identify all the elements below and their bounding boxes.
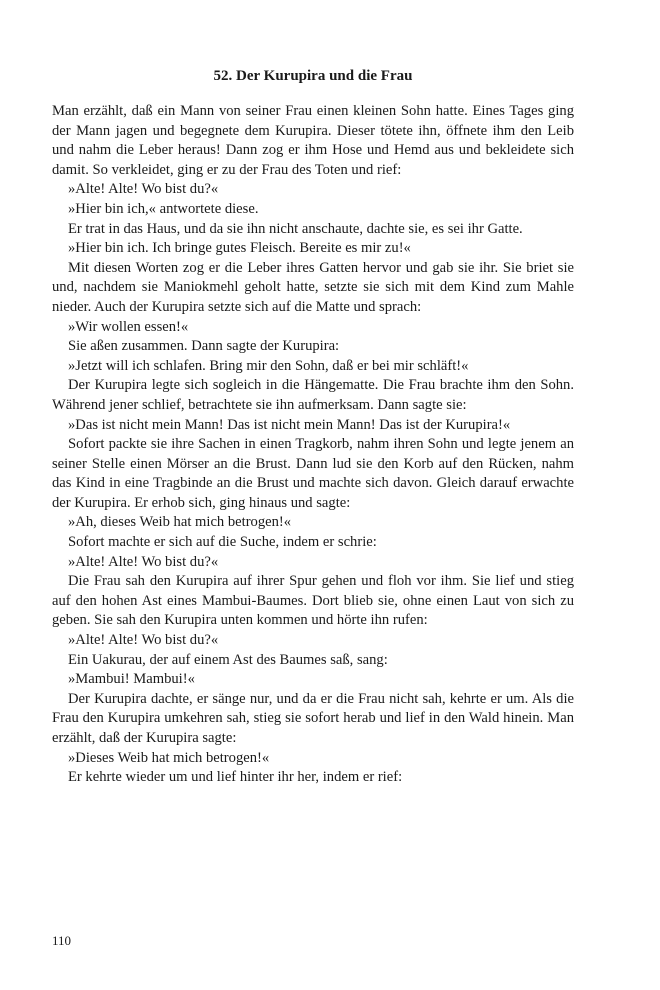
paragraph: Man erzählt, daß ein Mann von seiner Frau einen kleinen Sohn hatte. Eines Tages ging der Mann jagen und begegnete dem Kurupira. Dieser tötete ihn, öffnete ihm den Leib und nahm die Leber heraus! Dann zog er ihm Hose und Hemd aus und bekleidete sich damit. So verkleidet, ging er zu der Frau des Toten und rief: (52, 103, 574, 178)
paragraph: Sofort machte er sich auf die Suche, indem er schrie: (68, 534, 377, 551)
paragraph: »Ah, dieses Weib hat mich betrogen!« (68, 514, 292, 531)
paragraph: »Alte! Alte! Wo bist du?« (68, 181, 219, 198)
paragraph: Die Frau sah den Kurupira auf ihrer Spur gehen und floh vor ihm. Sie lief und stieg auf den hohen Ast eines Mambui-Baumes. Dort blieb sie, ohne einen Laut von sich zu geben. Sie sah den Kurupira unten kommen und hörte ihn rufen: (52, 573, 574, 629)
paragraph: »Mambui! Mambui!« (68, 671, 195, 688)
paragraph: Der Kurupira legte sich sogleich in die Hängematte. Die Frau brachte ihm den Sohn. Während jener schlief, betrachtete sie ihn aufmerksam. Dann sagte sie: (52, 377, 574, 413)
paragraph: Der Kurupira dachte, er sänge nur, und da er die Frau nicht sah, kehrte er um. Als die Frau den Kurupira umkehren sah, stieg sie sofort herab und lief in den Wald hinein. Man erzählt, daß der Kurupira sagte: (52, 690, 574, 746)
story-title: 52. Der Kurupira und die Frau (213, 68, 413, 84)
paragraph: »Hier bin ich,« antwortete diese. (68, 200, 259, 217)
paragraph: »Dieses Weib hat mich betrogen!« (68, 749, 270, 766)
page-number: 110 (52, 933, 72, 948)
paragraph: Ein Uakurau, der auf einem Ast des Baumes saß, sang: (68, 651, 388, 668)
paragraph: »Alte! Alte! Wo bist du?« (68, 632, 219, 649)
paragraph: »Das ist nicht mein Mann! Das ist nicht mein Mann! Das ist der Kurupira!« (68, 416, 511, 433)
page-content (52, 66, 574, 788)
paragraph: Sofort packte sie ihre Sachen in einen Tragkorb, nahm ihren Sohn und legte jenem an seiner Stelle einen Mörser an die Brust. Dann lud sie den Korb auf den Rücken, nahm das Kind in eine Tragbinde an die Brust und machte sich davon. Gleich darauf erwachte der Kurupira. Er erhob sich, ging hinaus und sagte: (52, 436, 574, 511)
paragraph: »Jetzt will ich schlafen. Bring mir den Sohn, daß er bei mir schläft!« (68, 357, 469, 374)
paragraph: »Alte! Alte! Wo bist du?« (68, 553, 219, 570)
paragraph: Er kehrte wieder um und lief hinter ihr her, indem er rief: (68, 769, 403, 786)
paragraph: Sie aßen zusammen. Dann sagte der Kurupira: (68, 338, 340, 355)
paragraph: »Wir wollen essen!« (68, 318, 189, 335)
paragraph: Mit diesen Worten zog er die Leber ihres Gatten hervor und gab sie ihr. Sie briet sie und, nachdem sie Maniokmehl geholt hatte, setzte sie sich mit dem Kind zum Mahle nieder. Auch der Kurupira setzte sich auf die Matte und sprach: (52, 259, 574, 315)
paragraph: »Hier bin ich. Ich bringe gutes Fleisch. Bereite es mir zu!« (68, 240, 411, 257)
paragraph: Er trat in das Haus, und da sie ihn nicht anschaute, dachte sie, es sei ihr Gatte. (68, 220, 523, 237)
story-body (52, 102, 574, 788)
